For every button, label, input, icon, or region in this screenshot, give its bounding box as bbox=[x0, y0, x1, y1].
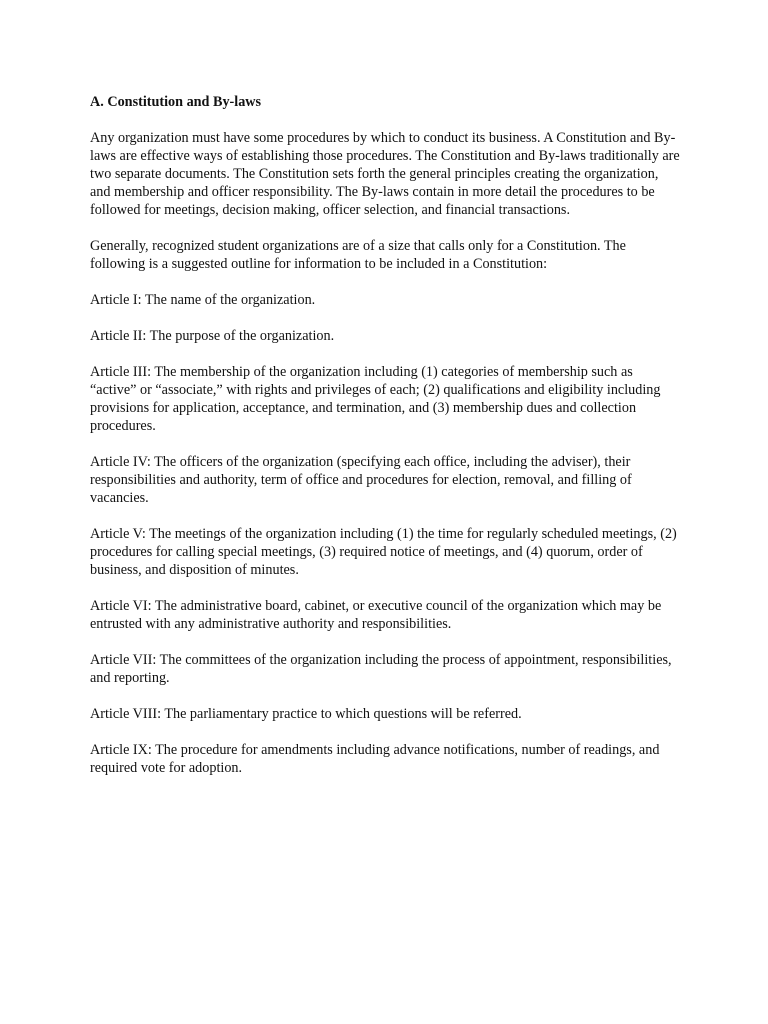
document-title: A. Constitution and By-laws bbox=[90, 94, 262, 110]
article-6: Article VI: The administrative board, cabinet, or executive council of the organization which may be entrusted with any administrative authority and responsibilities. bbox=[90, 598, 662, 632]
intro-paragraph: Any organization must have some procedures by which to conduct its business. A Constitution and By-laws are effective ways of establishing those procedures. The Constitution and By-laws traditionally are two separate documents. The Constitution sets forth the general principles creating the organization, and membership and officer responsibility. The By-laws contain in more detail the procedures to be followed for meetings, decision making, officer selection, and financial transactions. bbox=[90, 130, 680, 218]
article-5: Article V: The meetings of the organization including (1) the time for regularly scheduled meetings, (2) procedures for calling special meetings, (3) required notice of meetings, and (4) quorum, order of business, and disposition of minutes. bbox=[90, 526, 677, 578]
article-2: Article II: The purpose of the organization. bbox=[90, 328, 335, 344]
article-3: Article III: The membership of the organization including (1) categories of membership such as “active” or “associate,” with rights and privileges of each; (2) qualifications and eligibility including provisions for application, acceptance, and termination, and (3) membership dues and collection procedures. bbox=[90, 364, 661, 434]
article-1: Article I: The name of the organization. bbox=[90, 292, 316, 308]
article-9: Article IX: The procedure for amendments including advance notifications, number of readings, and required vote for adoption. bbox=[90, 742, 660, 776]
outline-intro-paragraph: Generally, recognized student organizations are of a size that calls only for a Constitution. The following is a suggested outline for information to be included in a Constitution: bbox=[90, 238, 626, 272]
document-page bbox=[90, 93, 680, 795]
article-7: Article VII: The committees of the organization including the process of appointment, responsibilities, and reporting. bbox=[90, 652, 672, 686]
article-8: Article VIII: The parliamentary practice to which questions will be referred. bbox=[90, 706, 522, 722]
article-4: Article IV: The officers of the organization (specifying each office, including the adviser), their responsibilities and authority, term of office and procedures for election, removal, and filling of vacancies. bbox=[90, 454, 632, 506]
